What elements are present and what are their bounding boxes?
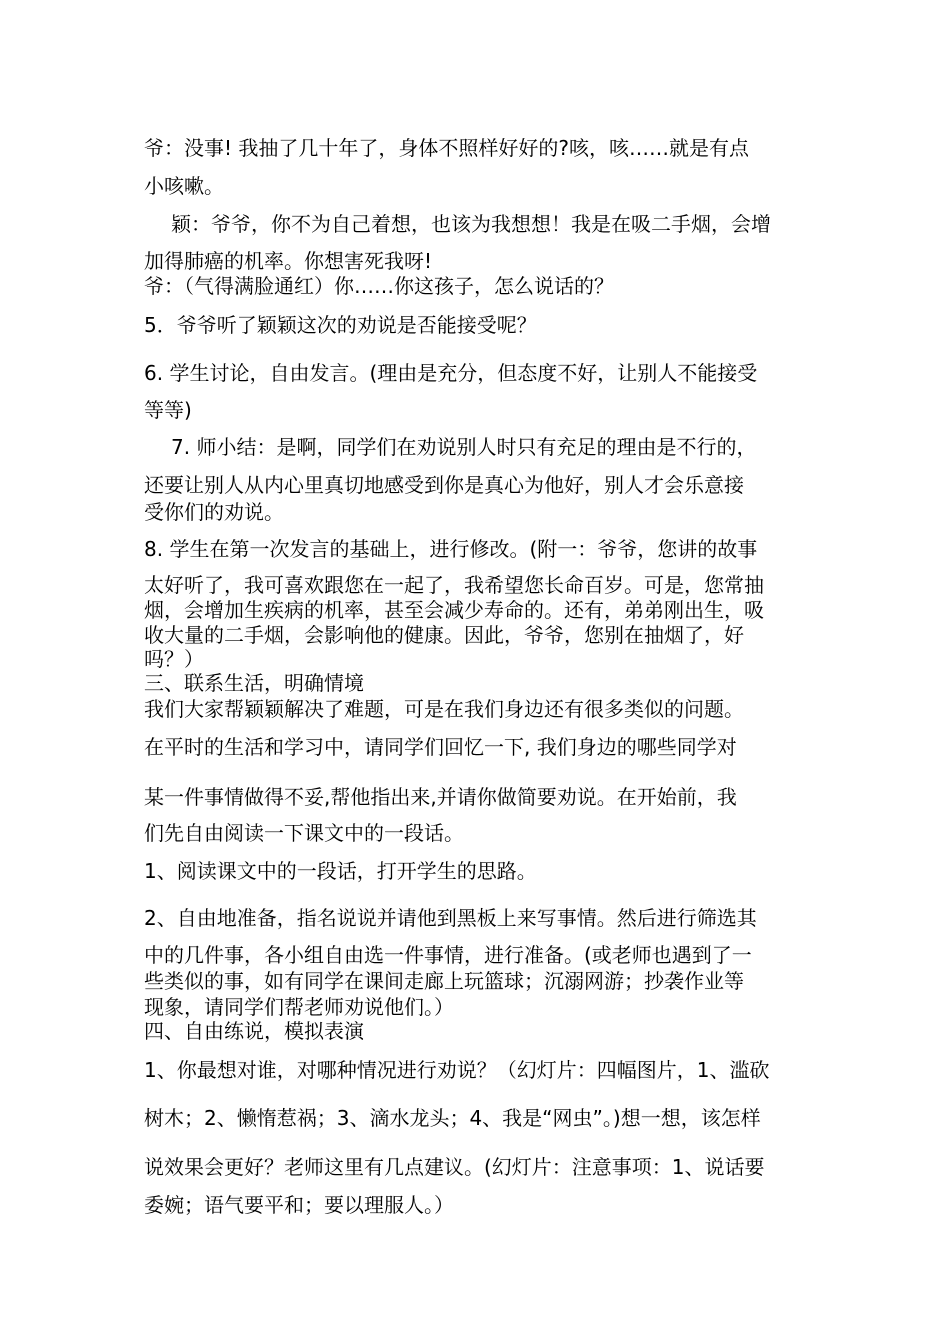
section-3-para-1: 我们大家帮颖颖解决了难题，可是在我们身边还有很多类似的问题。 bbox=[144, 697, 744, 721]
section-3-item-2-cont-1: 中的几件事，各小组自由选一件事情，进行准备。(或老师也遇到了一 bbox=[144, 943, 752, 967]
step-6: 6. 学生讨论，自由发言。(理由是充分，但态度不好，让别人不能接受 bbox=[144, 361, 758, 385]
section-3-item-2: 2、自由地准备，指名说说并请他到黑板上来写事情。然后进行筛选其 bbox=[144, 906, 757, 930]
step-5: 5．爷爷听了颖颖这次的劝说是否能接受呢？ bbox=[144, 313, 537, 337]
step-6-cont: 等等) bbox=[144, 398, 192, 422]
section-3-item-1: 1、阅读课文中的一段话，打开学生的思路。 bbox=[144, 859, 537, 883]
step-8-cont-4: 吗？） bbox=[144, 647, 204, 671]
step-8-cont-2: 烟，会增加生疾病的机率，甚至会减少寿命的。还有，弟弟刚出生，吸 bbox=[144, 598, 764, 622]
section-3-heading: 三、联系生活，明确情境 bbox=[144, 671, 364, 695]
step-8: 8. 学生在第一次发言的基础上，进行修改。(附一：爷爷，您讲的故事 bbox=[144, 537, 758, 561]
section-3-para-3: 某一件事情做得不妥,帮他指出来,并请你做简要劝说。在开始前，我 bbox=[144, 785, 737, 809]
section-4-item-1-cont-1: 树木；2、懒惰惹祸；3、滴水龙头；4、我是“网虫”。)想一想，该怎样 bbox=[144, 1106, 761, 1130]
dialogue-ying: 颖：爷爷，你不为自己着想，也该为我想想！我是在吸二手烟，会增 bbox=[171, 212, 771, 236]
section-4-item-1: 1、你最想对谁，对哪种情况进行劝说？（幻灯片：四幅图片，1、滥砍 bbox=[144, 1058, 770, 1082]
section-3-item-2-cont-3: 现象，请同学们帮老师劝说他们。） bbox=[144, 995, 454, 1019]
step-8-cont-1: 太好听了，我可喜欢跟您在一起了，我希望您长命百岁。可是，您常抽 bbox=[144, 573, 764, 597]
dialogue-ying-cont: 加得肺癌的机率。你想害死我呀! bbox=[144, 249, 433, 273]
section-4-heading: 四、自由练说，模拟表演 bbox=[144, 1019, 364, 1043]
dialogue-grandpa-2: 爷：（气得满脸通红）你……你这孩子，怎么说话的？ bbox=[144, 274, 614, 298]
section-4-item-1-cont-3: 委婉；语气要平和；要以理服人。） bbox=[144, 1193, 454, 1217]
section-3-para-2: 在平时的生活和学习中，请同学们回忆一下, 我们身边的哪些同学对 bbox=[144, 735, 737, 759]
section-3-item-2-cont-2: 些类似的事，如有同学在课间走廊上玩篮球；沉溺网游；抄袭作业等 bbox=[144, 969, 744, 993]
section-3-para-4: 们先自由阅读一下课文中的一段话。 bbox=[144, 821, 464, 845]
dialogue-grandpa-1-cont: 小咳嗽。 bbox=[144, 174, 224, 198]
step-8-cont-3: 收大量的二手烟，会影响他的健康。因此，爷爷，您别在抽烟了，好 bbox=[144, 623, 744, 647]
dialogue-grandpa-1: 爷：没事! 我抽了几十年了，身体不照样好好的?咳，咳……就是有点 bbox=[144, 136, 749, 160]
section-4-item-1-cont-2: 说效果会更好？老师这里有几点建议。(幻灯片：注意事项：1、说话要 bbox=[144, 1155, 765, 1179]
step-7: 7. 师小结：是啊，同学们在劝说别人时只有充足的理由是不行的， bbox=[171, 435, 757, 459]
step-7-cont-2: 受你们的劝说。 bbox=[144, 500, 284, 524]
step-7-cont-1: 还要让别人从内心里真切地感受到你是真心为他好，别人才会乐意接 bbox=[144, 473, 744, 497]
